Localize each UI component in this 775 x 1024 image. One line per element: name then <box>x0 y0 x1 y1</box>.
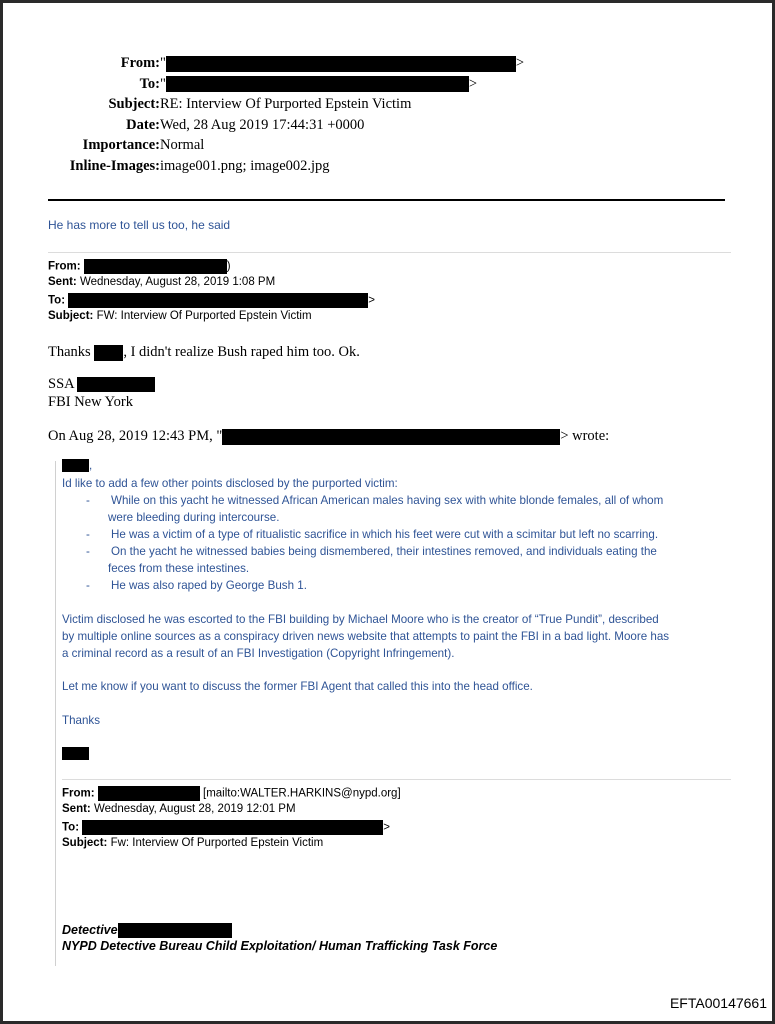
fw2-to-suffix: > <box>383 821 390 834</box>
bullet-marker: - <box>86 579 90 592</box>
header-from-quote: " <box>160 55 166 71</box>
fw2-sig-title-row <box>62 923 232 938</box>
quoted-para2: Let me know if you want to discuss the former FBI Agent that called this into the head office. <box>62 680 533 693</box>
header-to-row <box>3 76 772 97</box>
quoted-greeting <box>62 459 92 472</box>
bullet-text: On the yacht he witnessed babies being dismembered, their intestines removed, and individuals eating the <box>111 545 657 558</box>
fw1-to-row <box>48 293 375 308</box>
bullet-text: While on this yacht he witnessed African American males having sex with white blonde females, all of whom <box>111 494 664 507</box>
fw1-from-label: From: <box>48 260 81 273</box>
fw2-to-row <box>62 820 390 835</box>
header-to-label: To: <box>139 75 160 92</box>
fw2-subject-row <box>62 837 323 849</box>
bullet-text-cont: were bleeding during intercourse. <box>108 511 280 524</box>
header-importance-value: Normal <box>160 137 205 153</box>
fw1-from-suffix: ) <box>226 260 231 273</box>
fw1-body-thanks: Thanks <box>48 344 91 360</box>
fw1-sent-row <box>48 276 275 288</box>
header-importance-label: Importance: <box>82 137 160 153</box>
header-inline-images-row <box>3 158 772 179</box>
fw1-body-rest: , I didn't realize Bush raped him too. Ok. <box>123 344 360 360</box>
redaction-block <box>166 56 516 72</box>
redaction-block <box>62 747 89 760</box>
quoted-intro: Id like to add a few other points disclosed by the purported victim: <box>62 477 398 490</box>
fw1-to-label: To: <box>48 294 66 307</box>
redaction-block <box>62 459 89 472</box>
bullet-marker: - <box>86 494 90 507</box>
header-inline-images-label: Inline-Images: <box>69 157 160 174</box>
fw1-sent-value: Wednesday, August 28, 2019 1:08 PM <box>79 276 276 288</box>
fw2-subject-label: Subject: <box>62 837 108 849</box>
fw2-sent-label: Sent: <box>62 803 91 815</box>
fw2-sig-unit: NYPD Detective Bureau Child Exploitation/ Human Trafficking Task Force <box>62 939 498 953</box>
fw1-sig-title: SSA <box>48 376 75 392</box>
fw1-subject-value: FW: Interview Of Purported Epstein Victim <box>96 310 312 322</box>
bullet-text: He was also raped by George Bush 1. <box>111 579 307 592</box>
bullet-text-cont: feces from these intestines. <box>108 562 250 575</box>
header-date-row <box>3 117 772 138</box>
bullet-marker: - <box>86 528 90 541</box>
fw2-subject-value: Fw: Interview Of Purported Epstein Victim <box>110 837 324 849</box>
redaction-block <box>77 377 155 392</box>
quoted-para1-line1: Victim disclosed he was escorted to the FBI building by Michael Moore who is the creator of “True Pundit”, described <box>62 613 659 626</box>
redaction-block <box>98 786 200 801</box>
fw1-to-suffix: > <box>368 294 375 307</box>
fw1-sig-office: FBI New York <box>48 394 134 410</box>
quoted-thanks: Thanks <box>62 714 101 727</box>
fw1-from-row <box>48 259 231 274</box>
redaction-block <box>222 429 560 445</box>
fw1-subject-label: Subject: <box>48 310 94 322</box>
fw1-wrote-line <box>48 428 609 445</box>
quote-bar <box>55 461 56 966</box>
header-from-label: From: <box>120 55 160 71</box>
reply-divider <box>48 252 731 253</box>
quoted-para1-line3: a criminal record as a result of an FBI Investigation (Copyright Infringement). <box>62 647 455 660</box>
bullet-marker: - <box>86 545 90 558</box>
fw2-to-label: To: <box>62 821 80 834</box>
header-divider <box>48 199 725 201</box>
header-subject-label: Subject: <box>108 96 160 112</box>
fw2-from-label: From: <box>62 787 95 800</box>
email-header <box>3 55 772 178</box>
fw1-wrote-suffix: > wrote: <box>560 428 610 444</box>
header-subject-row <box>3 96 772 117</box>
document-id: EFTA00147661 <box>669 995 767 1011</box>
fw1-sent-label: Sent: <box>48 276 77 288</box>
redaction-block <box>94 345 123 361</box>
header-importance-row <box>3 137 772 158</box>
header-date-label: Date: <box>126 116 160 133</box>
fw1-body <box>48 344 360 361</box>
fw2-from-row <box>62 786 401 801</box>
bullet-text: He was a victim of a type of ritualistic sacrifice in which his feet were cut with a scimitar but left no scarring. <box>111 528 659 541</box>
fw1-sig-title-row <box>48 376 155 393</box>
header-to-suffix: > <box>468 75 478 92</box>
quoted-greeting-suffix: , <box>89 459 93 472</box>
redaction-block <box>84 259 227 274</box>
fw2-sent-row <box>62 803 296 815</box>
fw2-sent-value: Wednesday, August 28, 2019 12:01 PM <box>93 803 296 815</box>
fw1-subject-row <box>48 310 312 322</box>
fw2-from-mailto: [mailto:WALTER.HARKINS@nypd.org] <box>203 787 401 800</box>
reply-body: He has more to tell us too, he said <box>48 218 231 232</box>
header-subject-value: RE: Interview Of Purported Epstein Victim <box>160 96 412 112</box>
quoted-para1-line2: by multiple online sources as a conspiracy driven news website that attempts to paint the FBI in a bad light. Moore has <box>62 630 670 643</box>
quoted-divider <box>62 779 731 780</box>
header-from-row <box>3 55 772 76</box>
redaction-block <box>68 293 368 308</box>
header-inline-images-value: image001.png; image002.jpg <box>160 157 330 174</box>
header-date-value: Wed, 28 Aug 2019 17:44:31 +0000 <box>160 116 365 133</box>
fw2-sig-title: Detective <box>62 923 118 937</box>
redaction-block <box>118 923 232 938</box>
redaction-block <box>166 76 469 92</box>
redaction-block <box>82 820 383 835</box>
fw1-wrote-prefix: On Aug 28, 2019 12:43 PM, " <box>48 428 223 444</box>
header-to-quote: " <box>160 75 166 92</box>
document-page <box>3 3 772 1021</box>
header-from-suffix: > <box>515 55 525 71</box>
